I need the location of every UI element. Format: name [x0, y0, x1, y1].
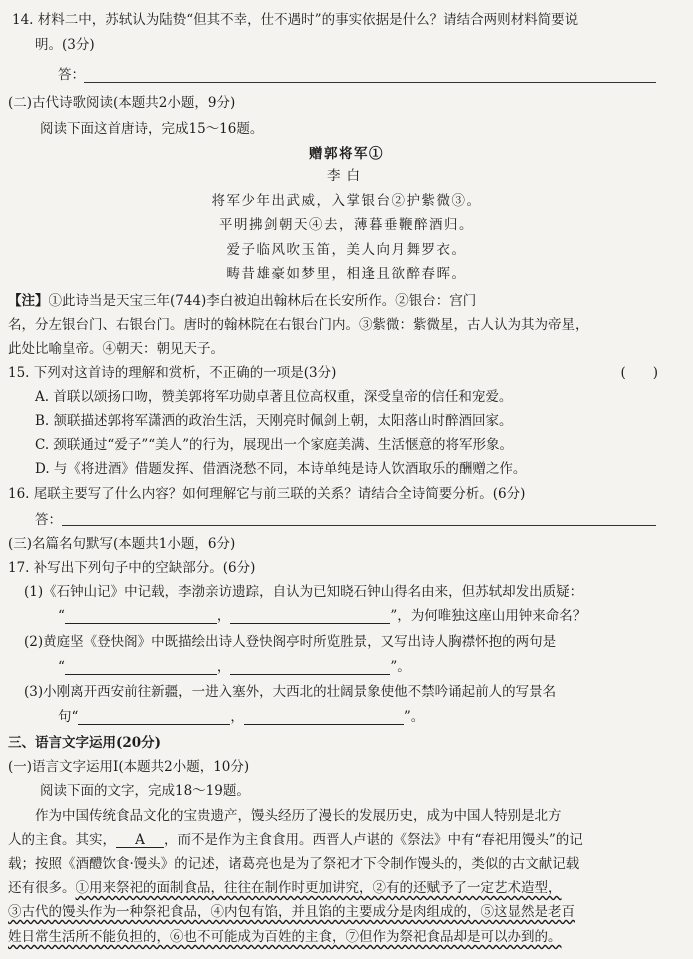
section2-instruction: 阅读下面这首唐诗，完成15～16题。 [40, 121, 264, 137]
note-line1: ①此诗当是天宝三年(744)李白被迫出翰林后在长安所作。②银台：宫门 [48, 293, 477, 309]
q17-item3-line2: 句“ ， ”。 [58, 709, 425, 725]
poem-line: 畴昔雄豪如梦里，相逢且欲醉春晖。 [226, 266, 467, 282]
note-line2: 名，分左银台门、右银台门。唐时的翰林院在右银台门内。③紫微：紫微星，古人认为其为帝星， [8, 317, 589, 333]
part3-header: 三、语言文字运用(20分) [8, 735, 162, 751]
q16-answer-label: 答： [35, 512, 62, 528]
blank-a[interactable]: A [116, 833, 164, 848]
q16-stem: 16. 尾联主要写了什么内容？如何理解它与前三联的关系？请结合全诗简要分析。(6分) [8, 486, 526, 502]
poem-line: 爱子临风吹玉笛，美人向月舞罗衣。 [226, 242, 467, 258]
q17-stem: 17. 补写出下列句子中的空缺部分。(6分) [8, 560, 256, 576]
poem-line: 将军少年出武威，入掌银台②护紫微③。 [211, 193, 482, 209]
q14-answer-line[interactable] [84, 82, 656, 83]
underlined-sentence: ①用来祭祀的面制食品，往往在制作时更加讲究，②有的还赋予了一定艺术造型， [75, 880, 562, 896]
q17-item2-line2: “ ， ”。 [58, 659, 411, 675]
passage-line5: ③古代的馒头作为一种祭祀食品，④内包有馅，并且馅的主要成分是肉组成的，⑤这显然是老百 [8, 904, 575, 920]
q15-answer-paren[interactable]: ( ) [620, 365, 658, 381]
q14-stem-line2: 明。(3分) [35, 37, 95, 53]
passage-line2: 人的主食。其实， A ，而不是作为主食食用。西晋人卢谌的《祭法》中有“春祀用馒头”的记 [8, 832, 583, 848]
q17-item1-line1: (1)《石钟山记》中记载，李渤亲访遗踪，自认为已知晓石钟山得名由来，但苏轼却发出质疑： [24, 584, 584, 600]
passage-line4: 还有很多。①用来祭祀的面制食品，往往在制作时更加讲究，②有的还赋予了一定艺术造型， [8, 880, 562, 896]
fill-blank[interactable] [78, 710, 230, 725]
note-label: 【注】 [8, 293, 49, 309]
q16-answer-line[interactable] [62, 525, 656, 526]
section3-header: (三)名篇名句默写(本题共1小题，6分) [8, 536, 236, 552]
section2-header: (二)古代诗歌阅读(本题共2小题，9分) [8, 95, 236, 111]
poem-author: 李白 [327, 168, 366, 184]
q15-option-c[interactable]: C. 颈联通过“爱子”“美人”的行为，展现出一个家庭美满、生活惬意的将军形象。 [35, 437, 514, 453]
q15-option-d[interactable]: D. 与《将进酒》借题发挥、借酒浇愁不同，本诗单纯是诗人饮酒取乐的酬赠之作。 [35, 461, 527, 477]
q14-answer-label: 答： [58, 67, 85, 83]
fill-blank[interactable] [244, 710, 404, 725]
note-line3: 此处比喻皇帝。④朝天：朝见天子。 [8, 341, 224, 357]
fill-blank[interactable] [65, 660, 217, 675]
q15-stem: 15. 下列对这首诗的理解和赏析，不正确的一项是(3分) [8, 365, 337, 381]
fill-blank[interactable] [230, 660, 390, 675]
passage-line1: 作为中国传统食品文化的宝贵遗产，馒头经历了漫长的发展历史，成为中国人特别是北方 [35, 808, 562, 824]
q14-stem-line1: 14. 材料二中，苏轼认为陆贽“但其不幸，仕不遇时”的事实依据是什么？请结合两则材料简要说 [12, 12, 579, 28]
part3-instruction: 阅读下面的文字，完成18～19题。 [40, 783, 250, 799]
fill-blank[interactable] [65, 609, 217, 624]
part3-subheader: (一)语言文字运用Ⅰ(本题共2小题，10分) [8, 759, 250, 775]
q17-item1-line2: “ ， ”，为何唯独这座山用钟来命名？ [58, 608, 587, 624]
q15-option-b[interactable]: B. 颔联描述郭将军潇洒的政治生活，天刚亮时佩剑上朝，太阳落山时醉酒回家。 [35, 413, 513, 429]
fill-blank[interactable] [230, 609, 390, 624]
poem-title: 赠郭将军① [309, 146, 384, 162]
q17-item3-line1: (3)小刚离开西安前往新疆，一进入塞外，大西北的壮阔景象使他不禁吟诵起前人的写景名 [24, 684, 557, 700]
passage-line6: 姓日常生活所不能负担的，⑥也不可能成为百姓的主食，⑦但作为祭祀食品却是可以办到的。 [8, 929, 562, 945]
q15-option-a[interactable]: A. 首联以颂扬口吻，赞美郭将军功勋卓著且位高权重，深受皇帝的信任和宠爱。 [35, 389, 513, 405]
q17-item2-line1: (2)黄庭坚《登快阁》中既描绘出诗人登快阁亭时所览胜景，又写出诗人胸襟怀抱的两句是 [24, 634, 557, 650]
poem-line: 平明拂剑朝天④去，薄暮垂鞭醉酒归。 [219, 217, 474, 233]
passage-line3: 载；按照《酒醴饮食·馒头》的记述，诸葛亮也是为了祭祀才下令制作馒头的，类似的古文献记载 [8, 856, 580, 872]
